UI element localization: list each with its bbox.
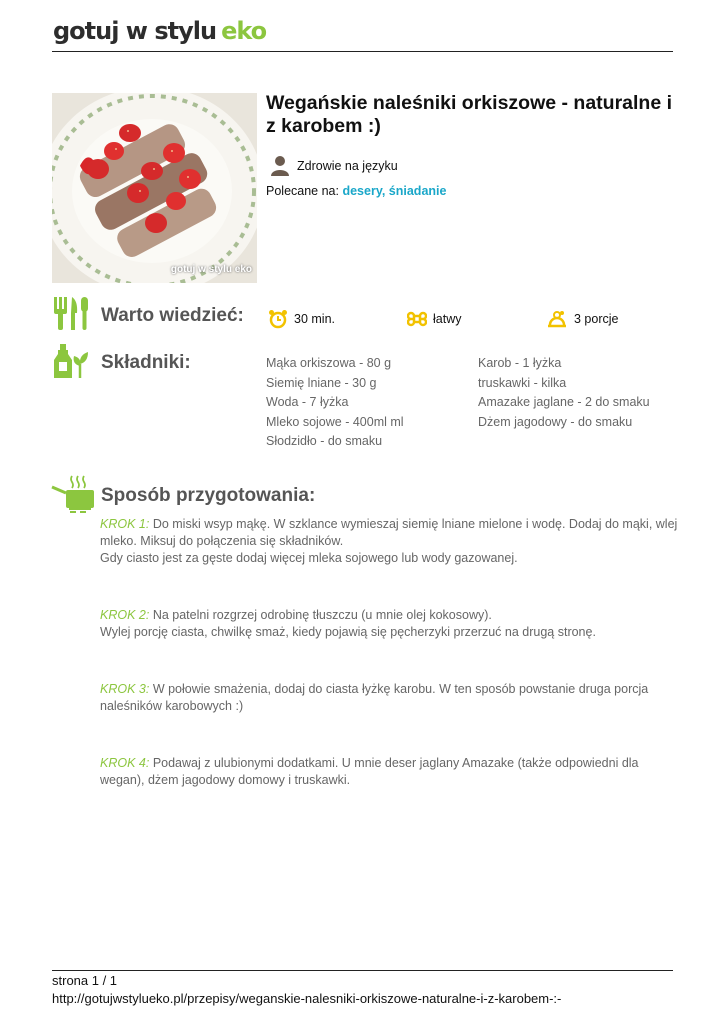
- step-text: Na patelni rozgrzej odrobinę tłuszczu (u mnie olej kokosowy). Wylej porcję ciasta, chwilkę smaż, kiedy pojawią się pęcherzyki przerzuć na drugą stronę.: [100, 608, 596, 639]
- user-icon: [270, 155, 290, 177]
- author-row[interactable]: [270, 155, 398, 177]
- cooking-pot-icon: [50, 474, 96, 514]
- ingredient-item: Siemię lniane - 30 g: [266, 375, 377, 390]
- step-label: KROK 1:: [100, 517, 150, 531]
- ingredient-item: Dżem jagodowy - do smaku: [478, 414, 633, 429]
- ingredient-item: truskawki - kilka: [478, 375, 567, 390]
- ingredients-bottle-icon: [52, 342, 94, 380]
- site-logo[interactable]: [53, 14, 266, 48]
- step-item: [100, 607, 680, 641]
- cutlery-icon: [52, 295, 92, 331]
- step-label: KROK 3:: [100, 682, 150, 696]
- ingredient-item: Mleko sojowe - 400ml ml: [266, 414, 404, 429]
- step-item: [100, 681, 680, 715]
- recommended-categories[interactable]: desery, śniadanie: [342, 184, 447, 198]
- ingredient-item: Amazake jaglane - 2 do smaku: [478, 395, 650, 409]
- footer-divider: [52, 970, 673, 971]
- command-knot-icon: [407, 309, 427, 329]
- header-divider: [52, 51, 673, 52]
- source-url[interactable]: http://gotujwstylueko.pl/przepisy/weganskie-nalesniki-orkiszowe-naturalne-i-z-karobem-:-: [52, 991, 562, 1006]
- ingredients-column-1: [266, 354, 404, 452]
- ingredient-item: Mąka orkiszowa - 80 g: [266, 356, 392, 370]
- ingredient-item: Karob - 1 łyżka: [478, 356, 562, 370]
- ingredients-column-2: [478, 354, 650, 432]
- meta-portions-text: 3 porcje: [574, 312, 619, 326]
- step-label: KROK 4:: [100, 756, 150, 770]
- step-text: Do miski wsyp mąkę. W szklance wymieszaj siemię lniane mielone i wodę. Dodaj do mąki, wlej mleko. Miksuj do połączenia się składników. Gdy ciasto jest za gęste dodaj więcej mleka sojowego lub wody gazowanej.: [100, 517, 678, 565]
- logo-eko-text: eko: [221, 17, 267, 45]
- recommended-line: [266, 184, 446, 198]
- recipe-photo: [52, 93, 257, 283]
- step-text: W połowie smażenia, dodaj do ciasta łyżkę karobu. W ten sposób powstanie druga porcja naleśników karobowych :): [100, 682, 649, 713]
- meta-time: [268, 309, 335, 329]
- step-item: [100, 755, 680, 789]
- step-item: [100, 516, 680, 567]
- step-label: KROK 2:: [100, 608, 150, 622]
- meta-difficulty-text: łatwy: [433, 312, 462, 326]
- logo-main-text: gotuj w stylu: [53, 17, 217, 45]
- step-text: Podawaj z ulubionymi dodatkami. U mnie deser jaglany Amazake (także odpowiedni dla wegan), dżem jagodowy domowy i truskawki.: [100, 756, 639, 787]
- photo-watermark: gotuj w stylu eko: [170, 264, 252, 275]
- recommended-label: Polecane na:: [266, 184, 339, 198]
- preparation-steps: [100, 516, 680, 829]
- page-number: strona 1 / 1: [52, 973, 118, 988]
- portions-icon: [546, 309, 568, 329]
- recipe-title: Wegańskie naleśniki orkiszowe - naturalne i z karobem :): [266, 92, 673, 137]
- author-name[interactable]: Zdrowie na języku: [297, 159, 398, 173]
- ingredients-heading: Składniki:: [101, 352, 191, 373]
- info-heading: Warto wiedzieć:: [101, 305, 244, 326]
- ingredient-item: Słodzidło - do smaku: [266, 434, 383, 448]
- meta-time-text: 30 min.: [294, 312, 335, 326]
- ingredient-item: Woda - 7 łyżka: [266, 395, 349, 409]
- meta-portions: [546, 309, 618, 329]
- preparation-heading: Sposób przygotowania:: [101, 485, 316, 506]
- alarm-clock-icon: [268, 309, 288, 329]
- meta-difficulty: [407, 309, 461, 329]
